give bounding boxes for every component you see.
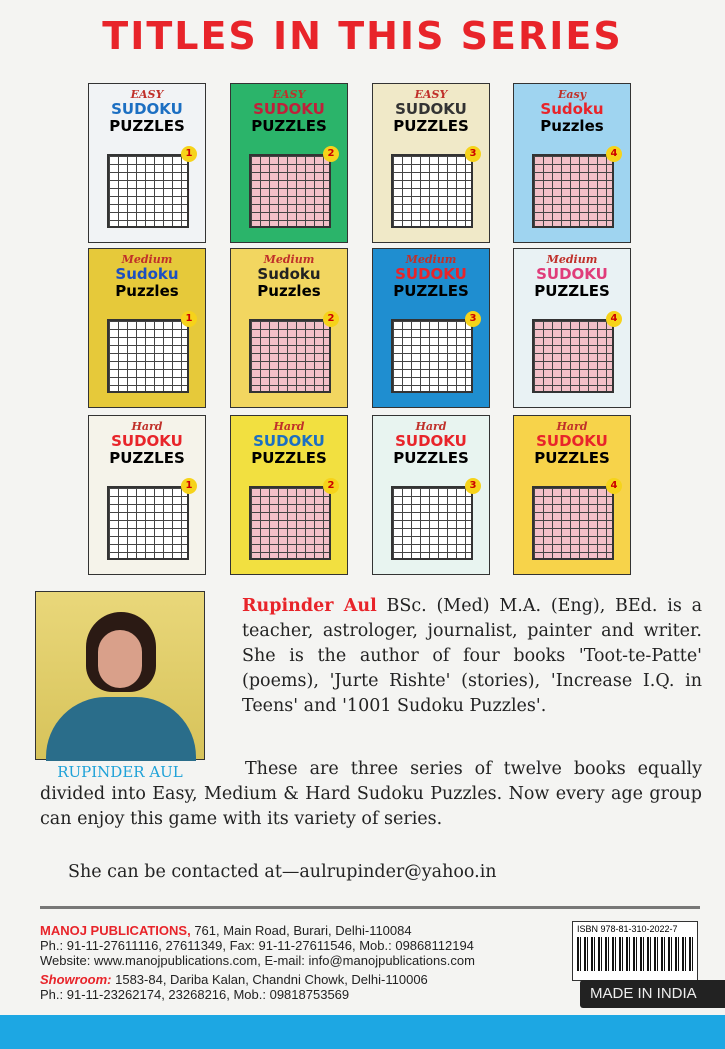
- cover-level: Medium: [405, 253, 457, 266]
- showroom-phone: Ph.: 91-11-23262174, 23268216, Mob.: 09818753569: [40, 987, 350, 1002]
- series-title: TITLES IN THIS SERIES: [102, 14, 623, 58]
- volume-number: 3: [465, 478, 481, 494]
- cover-level: Medium: [546, 253, 598, 266]
- volume-number: 2: [323, 146, 339, 162]
- cover-title-2: PUZZLES: [393, 117, 469, 135]
- book-cover: [88, 415, 206, 575]
- cover-title-2: Puzzles: [115, 282, 179, 300]
- cover-title-1: SUDOKU: [536, 265, 608, 283]
- volume-number: 2: [323, 478, 339, 494]
- volume-number: 3: [465, 311, 481, 327]
- cover-title-1: Sudoku: [257, 265, 321, 283]
- isbn-barcode: [572, 921, 698, 981]
- author-photo: [35, 591, 205, 760]
- showroom-address: 1583-84, Dariba Kalan, Chandni Chowk, Delhi-110006: [111, 972, 428, 987]
- volume-number: 3: [465, 146, 481, 162]
- publisher-web: Website: www.manojpublications.com, E-mail: info@manojpublications.com: [40, 953, 475, 968]
- volume-number: 2: [323, 311, 339, 327]
- author-name: Rupinder Aul: [242, 596, 377, 616]
- volume-number: 1: [181, 311, 197, 327]
- sudoku-grid-art: [391, 154, 473, 228]
- publisher-address: 761, Main Road, Burari, Delhi-110084: [190, 923, 412, 938]
- cover-title-2: PUZZLES: [393, 449, 469, 467]
- volume-number: 1: [181, 146, 197, 162]
- cover-level: Hard: [556, 420, 588, 433]
- author-caption: RUPINDER AUL: [57, 763, 183, 781]
- sudoku-grid-art: [391, 319, 473, 393]
- book-cover: [513, 83, 631, 243]
- sudoku-grid-art: [532, 319, 614, 393]
- book-cover: [88, 248, 206, 408]
- cover-title-1: SUDOKU: [253, 432, 325, 450]
- cover-title-1: SUDOKU: [395, 432, 467, 450]
- book-cover: [513, 415, 631, 575]
- sudoku-grid-art: [532, 486, 614, 560]
- cover-level: Easy: [557, 88, 587, 101]
- publisher-phone: Ph.: 91-11-27611116, 27611349, Fax: 91-11-27611546, Mob.: 09868112194: [40, 938, 474, 953]
- sudoku-grid-art: [391, 486, 473, 560]
- cover-title-1: SUDOKU: [395, 265, 467, 283]
- cover-level: Medium: [263, 253, 315, 266]
- cover-level: Medium: [121, 253, 173, 266]
- cover-title-2: PUZZLES: [251, 117, 327, 135]
- cover-level: EASY: [272, 88, 306, 101]
- volume-number: 4: [606, 311, 622, 327]
- publisher-info: [40, 923, 475, 1002]
- volume-number: 4: [606, 146, 622, 162]
- author-bio: [242, 594, 702, 719]
- book-cover: [372, 83, 490, 243]
- sudoku-grid-art: [249, 319, 331, 393]
- cover-level: Hard: [273, 420, 305, 433]
- cover-title-2: PUZZLES: [393, 282, 469, 300]
- book-cover: [372, 415, 490, 575]
- cover-title-2: PUZZLES: [109, 117, 185, 135]
- cover-title-2: PUZZLES: [251, 449, 327, 467]
- cover-title-2: PUZZLES: [109, 449, 185, 467]
- cover-title-2: PUZZLES: [534, 449, 610, 467]
- cover-level: EASY: [130, 88, 164, 101]
- cover-title-1: SUDOKU: [253, 100, 325, 118]
- isbn-text: ISBN 978-81-310-2022-7: [577, 924, 678, 934]
- cover-title-1: SUDOKU: [111, 432, 183, 450]
- cover-title-1: Sudoku: [540, 100, 604, 118]
- book-cover: [88, 83, 206, 243]
- cover-title-2: PUZZLES: [534, 282, 610, 300]
- showroom-label: Showroom:: [40, 972, 112, 987]
- cover-title-2: Puzzles: [257, 282, 321, 300]
- volume-number: 1: [181, 478, 197, 494]
- book-cover: [372, 248, 490, 408]
- sudoku-grid-art: [107, 319, 189, 393]
- sudoku-grid-art: [249, 486, 331, 560]
- publisher-name: MANOJ PUBLICATIONS,: [40, 923, 191, 938]
- sudoku-grid-art: [249, 154, 331, 228]
- cover-level: Hard: [415, 420, 447, 433]
- book-cover: [230, 415, 348, 575]
- made-in-india-label: MADE IN INDIA: [580, 980, 725, 1008]
- volume-number: 4: [606, 478, 622, 494]
- book-cover: [513, 248, 631, 408]
- bio-text: BSc. (Med) M.A. (Eng), BEd. is a teacher, astrologer, journalist, painter and writer. She is the author of four books 'Toot-te-Patte' (poems), 'Jurte Rishte' (stories), 'Increase I.Q. in Teens' and '1001 Sudoku Puzzles'.: [242, 596, 702, 716]
- book-cover: [230, 83, 348, 243]
- barcode: [577, 937, 693, 971]
- cover-level: Hard: [131, 420, 163, 433]
- cover-title-1: Sudoku: [115, 265, 179, 283]
- divider: [40, 906, 700, 909]
- cover-level: EASY: [414, 88, 448, 101]
- sudoku-grid-art: [532, 154, 614, 228]
- series-description: These are three series of twelve books equally divided into Easy, Medium & Hard Sudoku Puzzles. Now every age group can enjoy this game with its variety of series.: [40, 759, 702, 829]
- sudoku-grid-art: [107, 154, 189, 228]
- cover-title-2: Puzzles: [540, 117, 604, 135]
- book-cover: [230, 248, 348, 408]
- cover-title-1: SUDOKU: [111, 100, 183, 118]
- bottom-band: [0, 1015, 725, 1049]
- cover-title-1: SUDOKU: [536, 432, 608, 450]
- cover-title-1: SUDOKU: [395, 100, 467, 118]
- sudoku-grid-art: [107, 486, 189, 560]
- contact-line: She can be contacted at—aulrupinder@yahoo.in: [68, 862, 497, 882]
